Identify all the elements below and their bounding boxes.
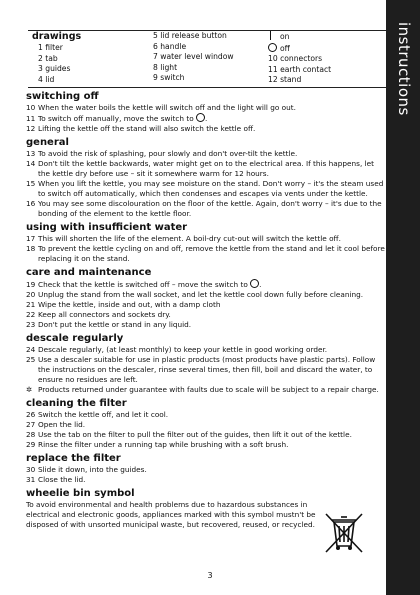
section-title: replace the filter [26, 453, 121, 464]
side-tab-label: instructions [395, 22, 413, 116]
list-item: 18 To prevent the kettle cycling on and off, remove the kettle from the stand and let it cool before replacing it on the stand. [26, 244, 385, 263]
legend-item: 1 filter [38, 43, 63, 52]
legend-off-label: off [280, 43, 290, 53]
section-descale [26, 332, 386, 395]
page-number: 3 [207, 571, 213, 580]
drawings-col-3 [268, 31, 331, 86]
descale-note: ✲ Products returned under guarantee with faults due to scale will be subject to a repair charge. [26, 385, 379, 394]
legend-item: 11 earth contact [268, 64, 332, 74]
legend-item-on [268, 31, 331, 43]
section-replace-filter [26, 452, 386, 485]
list-item: 14 Don't tilt the kettle backwards, water might get on to the electrical area. If this happens, let the kettle dry before use – sit it somewhere warm for 12 hours. [26, 159, 374, 178]
section-general [26, 136, 386, 219]
legend-item: 3 guides [38, 64, 71, 73]
list-item: 28 Use the tab on the filter to pull the filter out of the guides, then lift it out of the kettle. [26, 430, 352, 439]
list-item: 29 Rinse the filter under a running tap while brushing with a soft brush. [26, 440, 289, 449]
section-title: descale regularly [26, 333, 124, 344]
list-item: 25 Use a descaler suitable for use in plastic products (most products have plastic parts). Follow the instructions on the descaler, rinse several times, then fill, boil and discard the water, to ensure no residues are left. [26, 355, 376, 384]
list-item: 10 When the water boils the kettle will switch off and the light will go out. [26, 103, 296, 112]
side-tab [386, 0, 420, 595]
switch-off-icon [250, 279, 259, 288]
section-title: using with insufficient water [26, 222, 188, 233]
legend-item-off [268, 43, 331, 55]
section-care [26, 266, 386, 330]
section-title: switching off [26, 91, 99, 102]
section-cleaning-filter [26, 397, 386, 450]
drawings-title: drawings [32, 31, 82, 42]
list-item: 23 Don't put the kettle or stand in any liquid. [26, 320, 192, 329]
sun-star-icon: ✲ [26, 385, 33, 394]
list-item: 16 You may see some discolouration on the floor of the kettle. Again, don't worry – it's due to the bonding of the element to the kettle floor. [26, 199, 382, 218]
section-title: wheelie bin symbol [26, 488, 135, 499]
section-switching-off [26, 90, 386, 134]
list-item: 12 Lifting the kettle off the stand will also switch the kettle off. [26, 124, 256, 133]
list-item: 17 This will shorten the life of the element. A boil-dry cut-out will switch the kettle off. [26, 234, 341, 243]
switch-off-icon [268, 43, 277, 52]
drawings-legend [28, 30, 386, 88]
section-title: care and maintenance [26, 267, 152, 278]
list-item: 27 Open the lid. [26, 420, 86, 429]
legend-item: 8 light [153, 62, 178, 72]
legend-on-label: on [280, 32, 290, 41]
drawings-col-2 [153, 31, 234, 84]
list-item: 30 Slide it down, into the guides. [26, 465, 147, 474]
legend-item: 2 tab [38, 53, 58, 63]
list-item: 22 Keep all connectors and sockets dry. [26, 310, 171, 319]
legend-item: 6 handle [153, 41, 187, 51]
list-item: 21 Wipe the kettle, inside and out, with a damp cloth [26, 300, 221, 309]
list-item: 19 Check that the kettle is switched off – move the switch to . [26, 280, 262, 289]
legend-item: 4 lid [38, 74, 55, 84]
list-item: 11 To switch off manually, move the switch to . [26, 114, 208, 123]
drawings-col-1 [32, 31, 81, 85]
legend-item: 5 lid release button [153, 31, 227, 40]
section-title: general [26, 137, 69, 148]
page-content [26, 30, 386, 530]
wheelie-bin-icon [322, 510, 366, 556]
list-item: 15 When you lift the kettle, you may see moisture on the stand. Don't worry – it's the steam used to switch off automatically, which then condenses and escapes via vents under the kettle. [26, 179, 384, 198]
list-item: 31 Close the lid. [26, 475, 86, 484]
list-item: 26 Switch the kettle off, and let it cool. [26, 410, 169, 419]
list-item: 13 To avoid the risk of splashing, pour slowly and don't over-tilt the kettle. [26, 149, 298, 158]
switch-on-icon [270, 31, 271, 40]
section-title: cleaning the filter [26, 398, 127, 409]
legend-item: 10 connectors [268, 54, 323, 63]
switch-off-icon [196, 113, 205, 122]
legend-item: 9 switch [153, 73, 185, 82]
legend-item: 12 stand [268, 75, 302, 84]
list-item: 24 Descale regularly, (at least monthly) to keep your kettle in good working order. [26, 345, 328, 354]
section-insufficient-water [26, 221, 386, 264]
list-item: 20 Unplug the stand from the wall socket, and let the kettle cool down fully before cleaning. [26, 290, 364, 299]
legend-item: 7 water level window [153, 52, 234, 61]
wheelie-bin-text: To avoid environmental and health problems due to hazardous substances in electrical and electronic goods, appliances marked with this symbol mustn't be disposed of with unsorted municipal waste, but recovered, reused, or recycled. [26, 500, 316, 529]
